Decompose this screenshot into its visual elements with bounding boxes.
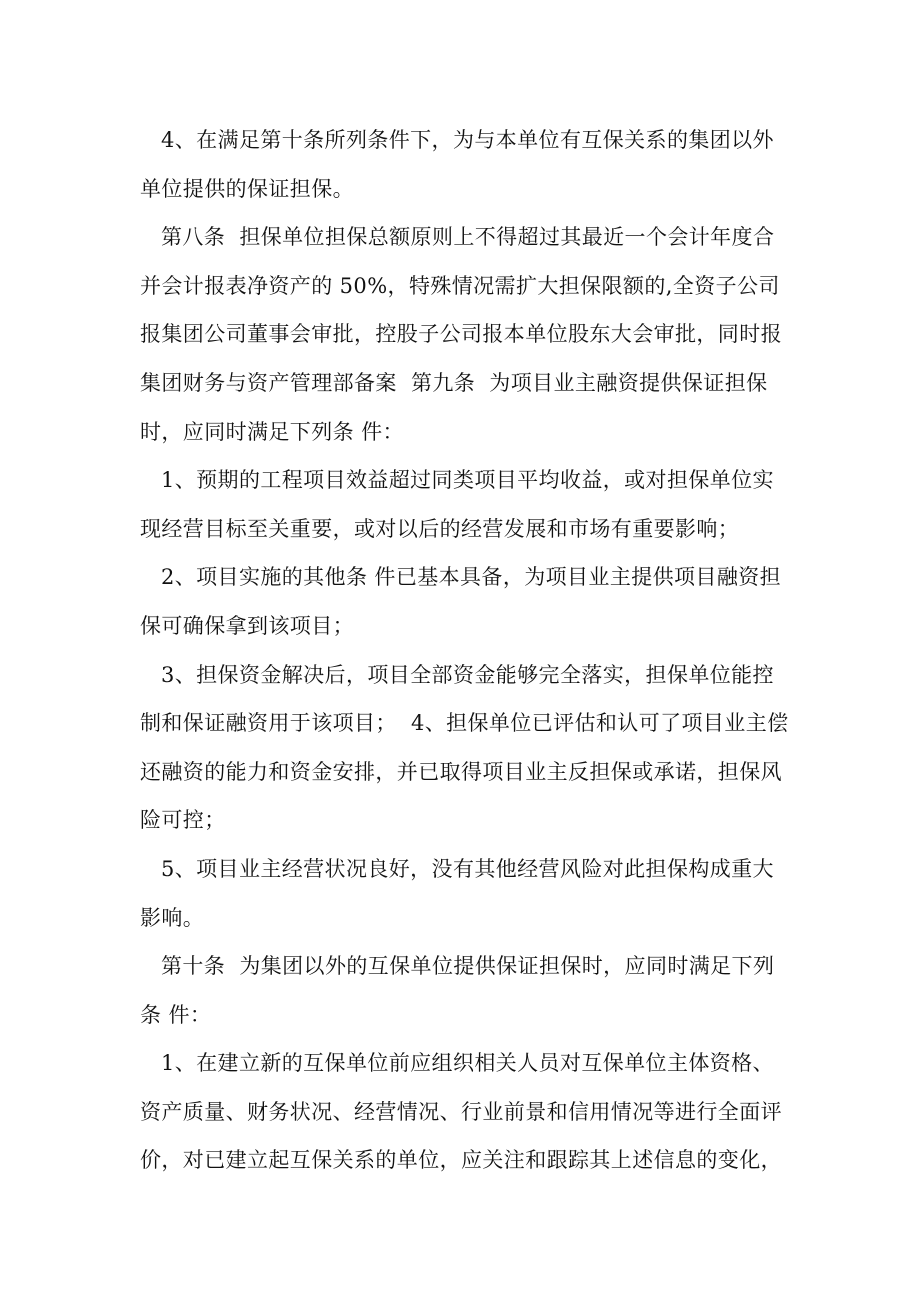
paragraph-8: 1、在建立新的互保单位前应组织相关人员对互保单位主体资格、资产质量、财务状况、经营情况、行业前景和信用情况等进行全面评价，对已建立起互保关系的单位，应关注和跟踪其上述信息的变化， xyxy=(140,1051,782,1173)
paragraph-1: 4、在满足第十条所列条件下，为与本单位有互保关系的集团以外单位提供的保证担保。 xyxy=(140,128,774,201)
paragraph-3: 1、预期的工程项目效益超过同类项目平均收益，或对担保单位实现经营目标至关重要，或对以后的经营发展和市场有重要影响； xyxy=(140,468,774,541)
paragraph-5: 3、担保资金解决后，项目全部资金能够完全落实，担保单位能控制和保证融资用于该项目； 4、担保单位已评估和认可了项目业主偿还融资的能力和资金安排，并已取得项目业主反担保或承诺，担保风险可控； xyxy=(140,662,789,833)
paragraph-4: 2、项目实施的其他条 件已基本具备，为项目业主提供项目融资担保可确保拿到该项目； xyxy=(140,565,782,638)
paragraph-7: 第十条 为集团以外的互保单位提供保证担保时，应同时满足下列条 件： xyxy=(140,954,775,1027)
paragraph-6: 5、项目业主经营状况良好，没有其他经营风险对此担保构成重大影响。 xyxy=(140,856,774,930)
paragraph-2: 第八条 担保单位担保总额原则上不得超过其最近一个会计年度合并会计报表净资产的 50%，特殊情况需扩大担保限额的,全资子公司报集团公司董事会审批，控股子公司报本单位股东大会审批，同时报集团财务与资产管理部备案 第九条 为项目业主融资提供保证担保时，应同时满足下列条 件： xyxy=(140,225,782,444)
document-body xyxy=(140,116,790,1185)
